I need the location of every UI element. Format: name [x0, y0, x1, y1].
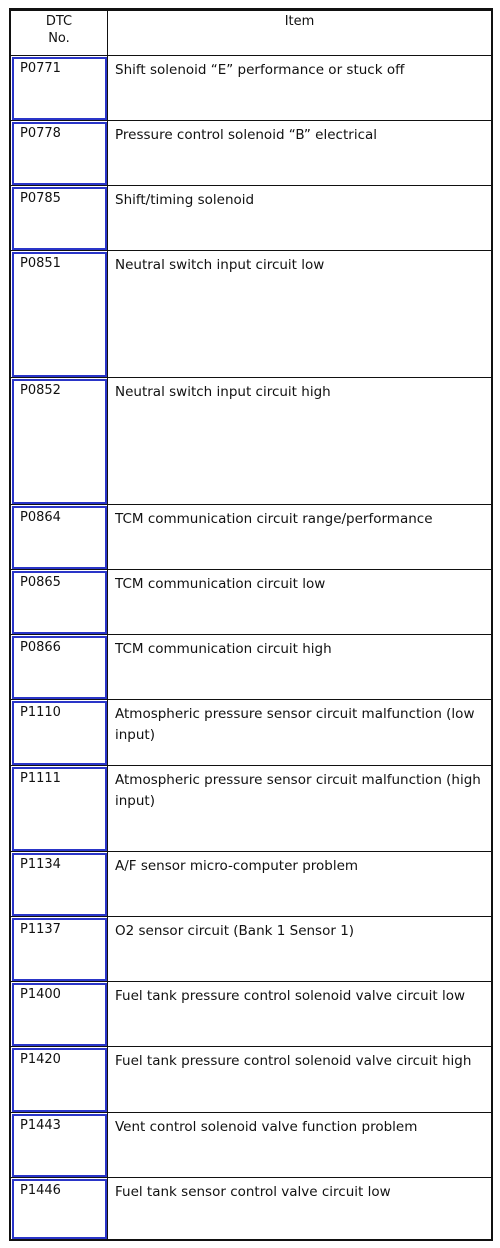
table-row — [11, 1112, 491, 1177]
dtc-code: P0852 — [20, 383, 61, 398]
dtc-item: A/F sensor micro-computer problem — [115, 858, 359, 874]
table-row — [11, 1046, 491, 1112]
dtc-code: P1111 — [20, 771, 61, 786]
table-row — [11, 765, 491, 851]
dtc-code: P0771 — [20, 61, 61, 76]
dtc-code: P1134 — [20, 857, 61, 872]
header-dtc-label: DTC No. — [45, 14, 73, 46]
dtc-code: P1443 — [20, 1118, 61, 1133]
table-row — [11, 377, 491, 504]
table-row — [11, 185, 491, 250]
dtc-item: Fuel tank pressure control solenoid valve circuit high — [115, 1053, 472, 1069]
dtc-item: Neutral switch input circuit low — [115, 257, 325, 273]
dtc-code: P0851 — [20, 256, 61, 271]
header-dtc-no — [11, 13, 107, 47]
table-row — [11, 1177, 491, 1239]
dtc-code: P0785 — [20, 191, 61, 206]
dtc-item: Neutral switch input circuit high — [115, 384, 331, 400]
dtc-item: Vent control solenoid valve function problem — [115, 1119, 418, 1135]
dtc-code: P1446 — [20, 1183, 61, 1198]
dtc-item: O2 sensor circuit (Bank 1 Sensor 1) — [115, 923, 355, 939]
dtc-item: Fuel tank pressure control solenoid valve circuit low — [115, 988, 466, 1004]
dtc-item: TCM communication circuit low — [115, 576, 326, 592]
dtc-item: Pressure control solenoid “B” electrical — [115, 127, 378, 143]
table-row — [11, 634, 491, 699]
dtc-code: P1400 — [20, 987, 61, 1002]
dtc-item: Shift solenoid “E” performance or stuck off — [115, 62, 405, 78]
dtc-item: TCM communication circuit range/performance — [115, 511, 433, 527]
header-item: Item — [284, 14, 315, 29]
dtc-code: P0864 — [20, 510, 61, 525]
dtc-code: P1420 — [20, 1052, 61, 1067]
table-row — [11, 569, 491, 634]
table-row — [11, 120, 491, 185]
table-row — [11, 250, 491, 377]
dtc-code: P1137 — [20, 922, 61, 937]
table-row — [11, 916, 491, 981]
dtc-item: Atmospheric pressure sensor circuit malfunction (low input) — [115, 706, 475, 743]
dtc-code: P1110 — [20, 705, 61, 720]
dtc-table — [9, 8, 493, 1241]
table-row — [11, 699, 491, 765]
dtc-item: Atmospheric pressure sensor circuit malfunction (high input) — [115, 772, 481, 809]
dtc-code: P0866 — [20, 640, 61, 655]
dtc-item: TCM communication circuit high — [115, 641, 332, 657]
table-header-row — [11, 10, 491, 55]
dtc-item: Fuel tank sensor control valve circuit low — [115, 1184, 391, 1200]
dtc-code: P0865 — [20, 575, 61, 590]
table-row — [11, 851, 491, 916]
table-row — [11, 504, 491, 569]
table-row — [11, 55, 491, 120]
table-row — [11, 981, 491, 1046]
dtc-item: Shift/timing solenoid — [115, 192, 255, 208]
dtc-code: P0778 — [20, 126, 61, 141]
